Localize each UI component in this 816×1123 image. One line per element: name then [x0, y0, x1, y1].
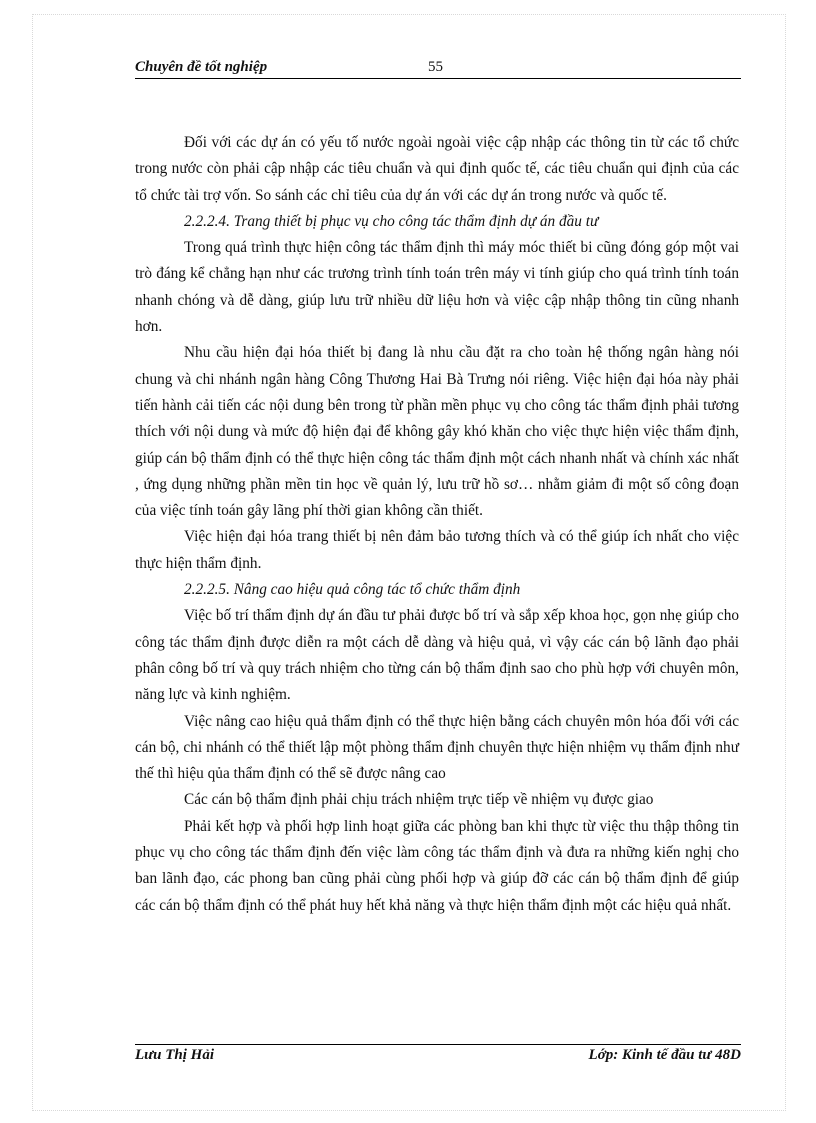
paragraph-modernization-compat: Việc hiện đại hóa trang thiết bị nên đảm bảo tương thích và có thể giúp ích nhất cho việc thực hiện thẩm định. [135, 528, 739, 572]
footer-author: Lưu Thị Hải [135, 1047, 214, 1063]
section-heading-2-2-2-5: 2.2.2.5. Nâng cao hiệu quả công tác tổ chức thẩm định [184, 581, 521, 599]
section-heading-2-2-2-4: 2.2.2.4. Trang thiết bị phục vụ cho công tác thẩm định dự án đầu tư [184, 212, 599, 230]
document-body [135, 130, 739, 919]
page-number: 55 [428, 59, 443, 75]
paragraph-foreign-projects: Đối với các dự án có yếu tố nước ngoài ngoài việc cập nhập các thông tin từ các tổ chức trong nước còn phải cập nhập các tiêu chuẩn và qui định quốc tế, các tiêu chuẩn qui định của các tổ chức tài trợ vốn. So sánh các chỉ tiêu của dự án với các dự án trong nước và quốc tế. [135, 134, 739, 204]
paragraph-organization: Việc bố trí thẩm định dự án đầu tư phải được bố trí và sắp xếp khoa học, gọn nhẹ giúp cho công tác thẩm định được diễn ra một cách dễ dàng và hiệu quả, vì vậy các cán bộ lãnh đạo phải phân công bố trí và quy trách nhiệm cho từng cán bộ thẩm định sao cho phù hợp với chuyên môn, năng lực và kinh nghiệm. [135, 607, 739, 704]
paragraph-specialization: Việc nâng cao hiệu quả thẩm định có thể thực hiện bằng cách chuyên môn hóa đối với các cán bộ, chi nhánh có thể thiết lập một phòng thẩm định chuyên thực hiện nhiệm vụ thẩm định như thế thì hiệu qủa thẩm định có thể sẽ được nâng cao [135, 712, 739, 783]
paragraph-modernization-need: Nhu cầu hiện đại hóa thiết bị đang là nhu cầu đặt ra cho toàn hệ thống ngân hàng nói chung và chi nhánh ngân hàng Công Thương Hai Bà Trưng nói riêng. Việc hiện đại hóa này phải tiến hành cải tiến các nội dung bên trong từ phần mền phục vụ cho công tác thẩm định phải tương thích với nội dung và mức độ hiện đại để không gây khó khăn cho việc thực hiện việc thẩm định, giúp cán bộ thẩm định có thể thực hiện công tác thẩm định một cách nhanh nhất và chính xác nhất , ứng dụng những phần mền tin học về quản lý, lưu trữ hồ sơ… nhằm giảm đi một số công đoạn của việc tính toán gây lãng phí thời gian không cần thiết. [135, 344, 739, 520]
header-title: Chuyên đề tốt nghiệp [135, 59, 268, 75]
page-header [135, 58, 741, 79]
page-footer [135, 1044, 741, 1069]
footer-class: Lớp: Kinh tế đầu tư 48D [588, 1047, 741, 1063]
paragraph-coordination: Phải kết hợp và phối hợp linh hoạt giữa các phòng ban khi thực từ việc thu thập thông tin phục vụ cho công tác thẩm định đến việc làm công tác thẩm định và đưa ra những kiến nghị cho ban lãnh đạo, các phong ban cũng phải cùng phối hợp và giúp đỡ các cán bộ thẩm định để giúp các cán bộ thẩm định có thể phát huy hết khả năng và thực hiện thẩm định một các hiệu quả nhất. [135, 817, 739, 914]
paragraph-equipment-role: Trong quá trình thực hiện công tác thẩm định thì máy móc thiết bi cũng đóng góp một vai trò đáng kể chẳng hạn như các trương trình tính toán trên máy vi tính giúp cho quá trình tính toán nhanh chóng và dễ dàng, giúp lưu trữ nhiều dữ liệu hơn và việc cập nhập thông tin cũng nhanh hơn. [135, 239, 739, 336]
paragraph-responsibility: Các cán bộ thẩm định phải chịu trách nhiệm trực tiếp về nhiệm vụ được giao [184, 791, 654, 809]
